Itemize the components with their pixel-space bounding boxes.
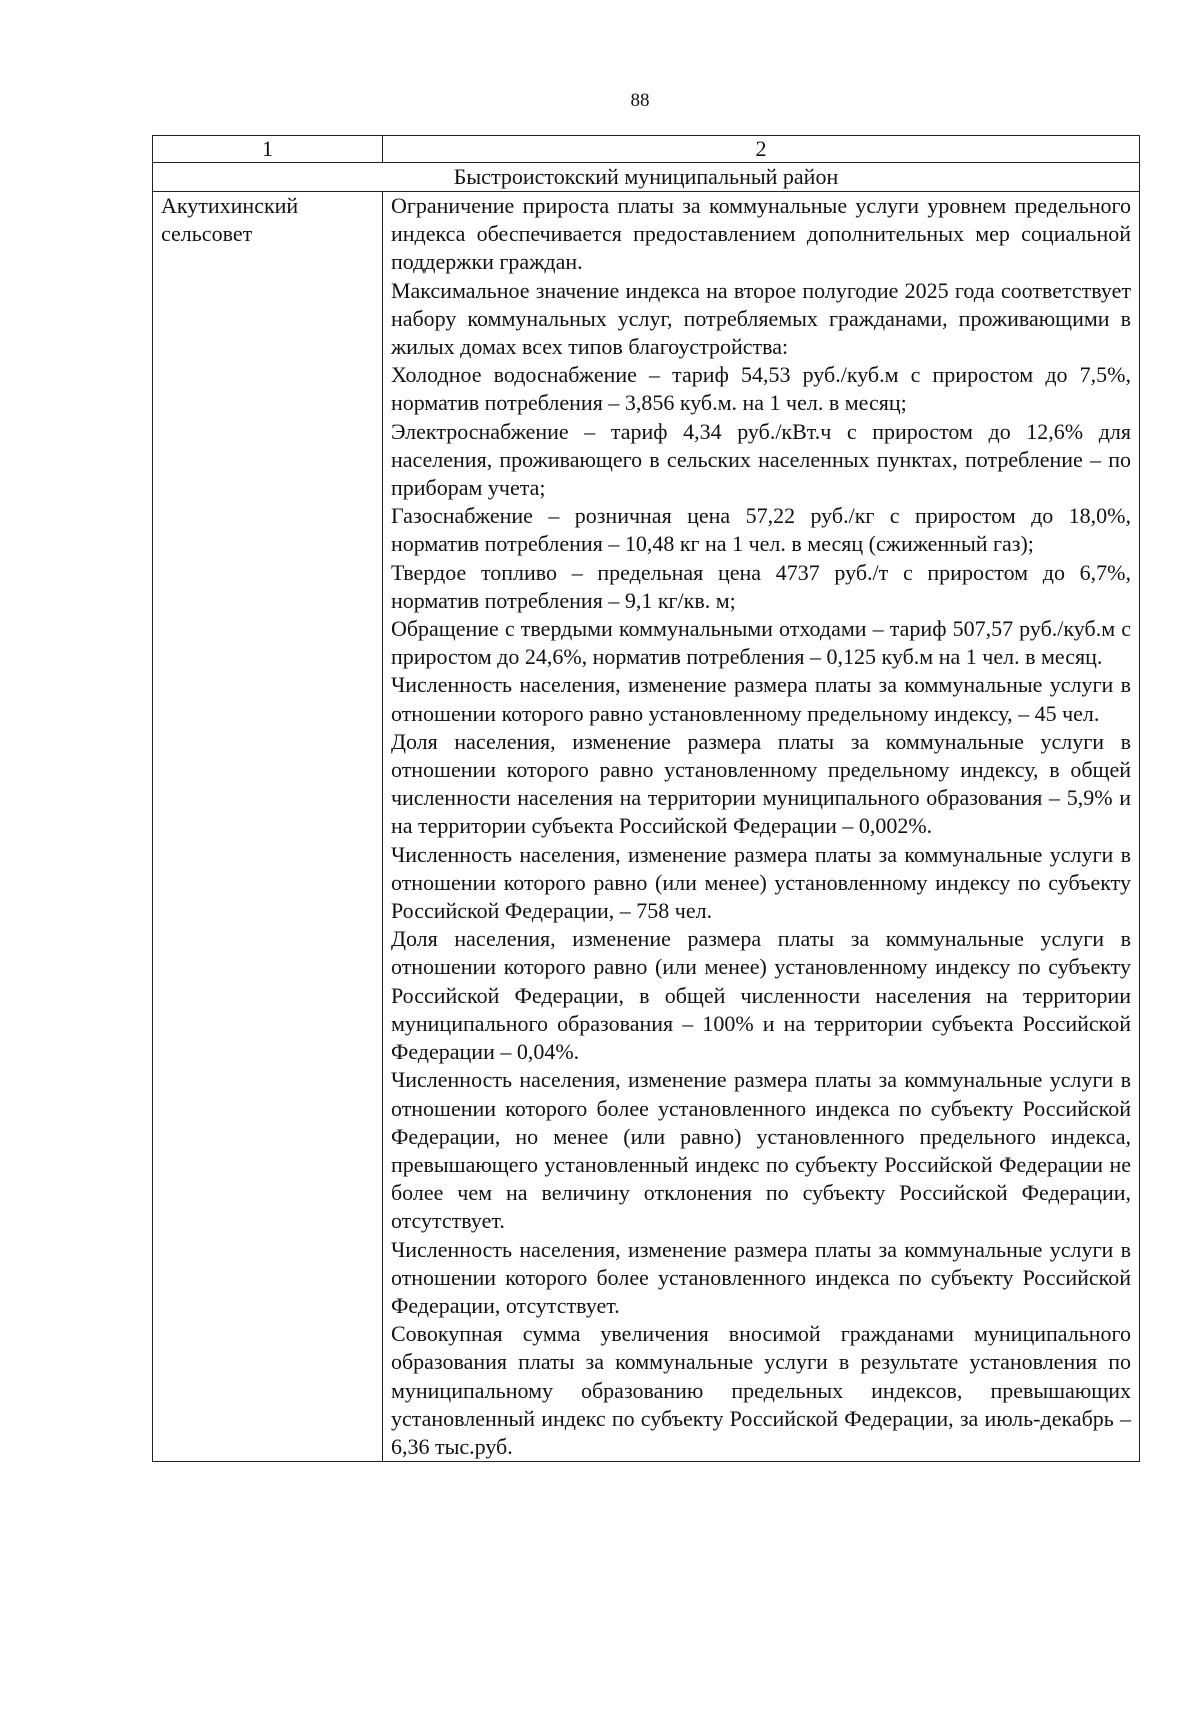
district-row	[153, 163, 1140, 192]
column-header-2: 2	[382, 136, 1139, 163]
paragraph-population-less: Численность населения, изменение размера платы за коммунальные услуги в отношении которого равно (или менее) установленному индексу по субъекту Российской Федерации, – 758 чел.	[390, 841, 1131, 924]
paragraph-gas: Газоснабжение – розничная цена 57,22 руб./кг с приростом до 18,0%, норматив потребления – 10,48 кг на 1 чел. в месяц (сжиженный газ);	[390, 503, 1131, 557]
paragraph-population-between: Численность населения, изменение размера платы за коммунальные услуги в отношении которого более установленного индекса по субъекту Российской Федерации, но менее (или равно) установленного предельного индекса, превышающего установленный индекс по субъекту Российской Федерации не более чем на величину отклонения по субъекту Российской Федерации, отсутствует.	[390, 1067, 1131, 1234]
tariff-table	[152, 135, 1140, 1462]
municipality-name	[153, 192, 383, 1462]
district-title: Быстроистокский муниципальный район	[153, 163, 1140, 192]
table-header-row	[153, 136, 1140, 163]
paragraph-max-index: Максимальное значение индекса на второе полугодие 2025 года соответствует набору коммунальных услуг, потребляемых гражданами, проживающими в жилых домах всех типов благоустройства:	[390, 277, 1131, 360]
paragraph-cold-water: Холодное водоснабжение – тариф 54,53 руб./куб.м с приростом до 7,5%, норматив потребления – 3,856 куб.м. на 1 чел. в месяц;	[390, 362, 1131, 416]
paragraph-electricity: Электроснабжение – тариф 4,34 руб./кВт.ч с приростом до 12,6% для населения, проживающего в сельских населенных пунктах, потребление – по приборам учета;	[390, 418, 1131, 501]
paragraph-population-more: Численность населения, изменение размера платы за коммунальные услуги в отношении которого более установленного индекса по субъекту Российской Федерации, отсутствует.	[390, 1236, 1131, 1318]
municipality-name-line1: Акутихинский	[161, 193, 299, 218]
paragraph-solid-fuel: Твердое топливо – предельная цена 4737 руб./т с приростом до 6,7%, норматив потребления – 9,1 кг/кв. м;	[390, 559, 1131, 613]
paragraph-limit-measures: Ограничение прироста платы за коммунальные услуги уровнем предельного индекса обеспечивается предоставлением дополнительных мер социальной поддержки граждан.	[390, 193, 1131, 275]
column-header-1: 1	[153, 136, 383, 163]
municipality-name-line2: сельсовет	[161, 221, 253, 247]
municipality-details	[382, 192, 1139, 1462]
paragraph-share-less: Доля населения, изменение размера платы за коммунальные услуги в отношении которого равно (или менее) установленному индексу по субъекту Российской Федерации, в общей численности населения на территории муниципального образования – 100% и на территории субъекта Российской Федерации – 0,04%.	[390, 926, 1131, 1065]
page-number: 88	[630, 90, 650, 111]
paragraph-population-equal: Численность населения, изменение размера платы за коммунальные услуги в отношении которого равно установленному предельному индексу, – 45 чел.	[390, 672, 1131, 726]
table-row	[153, 192, 1140, 1462]
paragraph-total-sum: Совокупная сумма увеличения вносимой гражданами муниципального образования платы за коммунальные услуги в результате установления по муниципальному образованию предельных индексов, превышающих установленный индекс по субъекту Российской Федерации, за июль-декабрь – 6,36 тыс.руб.	[390, 1321, 1131, 1459]
paragraph-share-equal: Доля населения, изменение размера платы за коммунальные услуги в отношении которого равно установленному предельному индексу, в общей численности населения на территории муниципального образования – 5,9% и на территории субъекта Российской Федерации – 0,002%.	[390, 728, 1131, 839]
paragraph-solid-waste: Обращение с твердыми коммунальными отходами – тариф 507,57 руб./куб.м с приростом до 24,6%, норматив потребления – 0,125 куб.м на 1 чел. в месяц.	[390, 616, 1131, 670]
